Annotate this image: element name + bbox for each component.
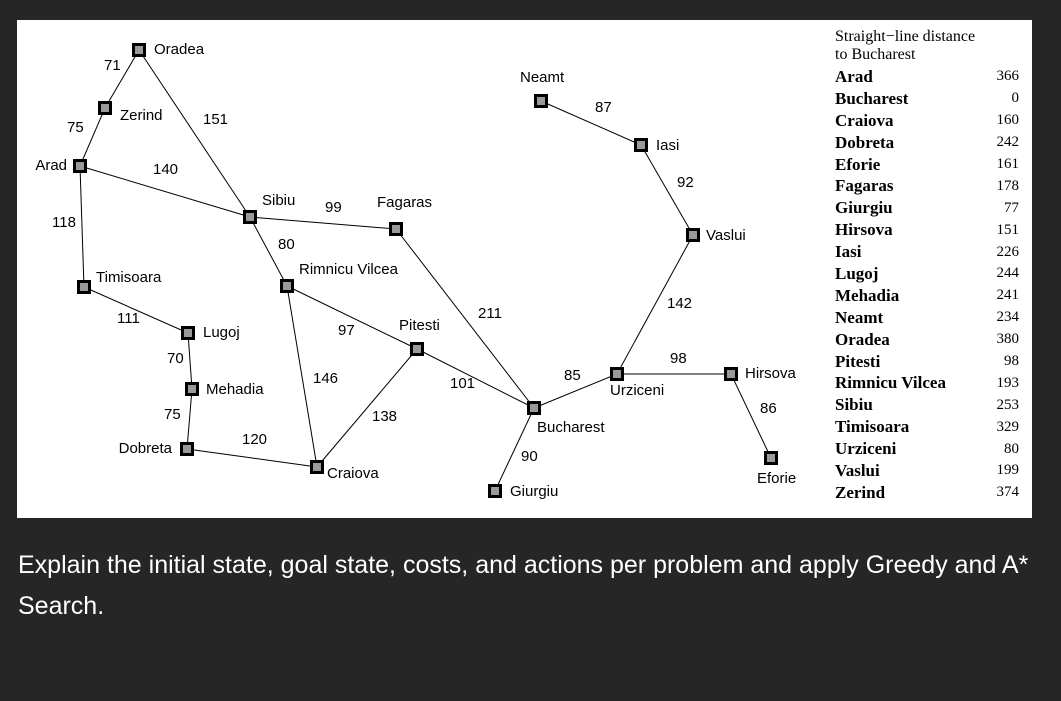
road-distance-oradea-sibiu: 151 bbox=[203, 111, 229, 128]
road-distance-sibiu-fagaras: 99 bbox=[325, 199, 342, 216]
sld-city-name: Urziceni bbox=[835, 439, 897, 459]
sld-city-name: Vaslui bbox=[835, 460, 880, 480]
sld-caption-line2: to Bucharest bbox=[835, 46, 916, 63]
city-name-lugoj: Lugoj bbox=[203, 324, 240, 341]
sld-distance-value: 77 bbox=[1004, 199, 1019, 216]
sld-city-name: Bucharest bbox=[835, 88, 909, 108]
city-name-eforie: Eforie bbox=[757, 470, 797, 487]
city-node-fagaras bbox=[389, 222, 403, 236]
sld-caption bbox=[835, 28, 1021, 64]
sld-row bbox=[835, 416, 1021, 438]
road-distance-urziceni-hirsova: 98 bbox=[670, 350, 687, 367]
sld-city-name: Neamt bbox=[835, 307, 884, 327]
sld-distance-value: 0 bbox=[1011, 90, 1019, 107]
road-distance-zerind-arad: 75 bbox=[67, 119, 84, 136]
road-distance-urziceni-vaslui: 142 bbox=[667, 295, 693, 312]
sld-caption-line1: Straight−line distance bbox=[835, 28, 976, 45]
romania-map-figure bbox=[17, 20, 1032, 518]
sld-row bbox=[835, 197, 1021, 219]
city-node-hirsova bbox=[724, 367, 738, 381]
road-mehadia-dobreta bbox=[187, 389, 192, 449]
sld-row bbox=[835, 154, 1021, 176]
sld-city-name: Hirsova bbox=[835, 220, 893, 240]
sld-row bbox=[835, 175, 1021, 197]
city-name-oradea: Oradea bbox=[154, 41, 205, 58]
sld-row bbox=[835, 394, 1021, 416]
sld-row bbox=[835, 241, 1021, 263]
road-arad-timisoara bbox=[80, 166, 84, 287]
road-distance-mehadia-dobreta: 75 bbox=[164, 406, 181, 423]
sld-distance-value: 151 bbox=[996, 221, 1019, 238]
city-name-arad: Arad bbox=[35, 157, 67, 174]
city-name-hirsova: Hirsova bbox=[745, 365, 796, 382]
road-distance-iasi-neamt: 87 bbox=[595, 99, 612, 116]
road-distance-bucharest-urziceni: 85 bbox=[564, 367, 581, 384]
road-distance-rimnicu-craiova: 146 bbox=[313, 370, 339, 387]
road-rimnicu-pitesti bbox=[287, 286, 417, 349]
sld-city-name: Arad bbox=[835, 66, 873, 86]
road-distance-arad-timisoara: 118 bbox=[52, 214, 76, 231]
sld-row bbox=[835, 110, 1021, 132]
road-distance-hirsova-eforie: 86 bbox=[760, 400, 777, 417]
city-node-neamt bbox=[534, 94, 548, 108]
city-name-pitesti: Pitesti bbox=[399, 317, 440, 334]
road-distance-rimnicu-pitesti: 97 bbox=[338, 322, 355, 339]
city-node-lugoj bbox=[181, 326, 195, 340]
sld-city-name: Giurgiu bbox=[835, 198, 893, 218]
sld-city-name: Dobreta bbox=[835, 132, 895, 152]
sld-city-name: Craiova bbox=[835, 110, 894, 130]
sld-row bbox=[835, 132, 1021, 154]
road-distance-timisoara-lugoj: 111 bbox=[117, 310, 140, 327]
road-distance-vaslui-iasi: 92 bbox=[677, 174, 694, 191]
sld-row bbox=[835, 438, 1021, 460]
city-name-zerind: Zerind bbox=[120, 107, 163, 124]
road-distance-pitesti-bucharest: 101 bbox=[450, 375, 476, 392]
city-name-vaslui: Vaslui bbox=[706, 227, 746, 244]
city-node-mehadia bbox=[185, 382, 199, 396]
sld-distance-value: 98 bbox=[1004, 353, 1019, 370]
sld-distance-value: 160 bbox=[996, 112, 1019, 129]
sld-row bbox=[835, 219, 1021, 241]
sld-row bbox=[835, 263, 1021, 285]
sld-row bbox=[835, 482, 1021, 504]
sld-distance-value: 329 bbox=[996, 418, 1019, 435]
city-node-dobreta bbox=[180, 442, 194, 456]
sld-city-name: Mehadia bbox=[835, 285, 900, 305]
road-distance-craiova-pitesti: 138 bbox=[372, 408, 398, 425]
city-name-fagaras: Fagaras bbox=[377, 194, 433, 211]
sld-distance-value: 244 bbox=[996, 265, 1019, 282]
sld-distance-value: 80 bbox=[1004, 440, 1019, 457]
sld-distance-value: 234 bbox=[996, 309, 1019, 326]
city-name-sibiu: Sibiu bbox=[262, 192, 296, 209]
road-distance-oradea-zerind: 71 bbox=[104, 57, 121, 74]
city-node-timisoara bbox=[77, 280, 91, 294]
sld-distance-value: 366 bbox=[996, 68, 1019, 85]
sld-distance-value: 242 bbox=[996, 134, 1019, 151]
sld-row bbox=[835, 372, 1021, 394]
sld-city-name: Pitesti bbox=[835, 351, 881, 371]
city-node-pitesti bbox=[410, 342, 424, 356]
sld-city-name: Eforie bbox=[835, 154, 881, 174]
sld-distance-value: 161 bbox=[996, 156, 1019, 172]
city-name-dobreta: Dobreta bbox=[118, 440, 172, 457]
city-node-sibiu bbox=[243, 210, 257, 224]
question-text: Explain the initial state, goal state, costs, and actions per problem and apply Greedy and A* Search. bbox=[18, 551, 1029, 620]
city-node-bucharest bbox=[527, 401, 541, 415]
sld-distance-value: 193 bbox=[996, 374, 1019, 391]
road-distance-arad-sibiu: 140 bbox=[153, 161, 179, 178]
sld-row bbox=[835, 88, 1021, 110]
road-dobreta-craiova bbox=[187, 449, 317, 467]
road-distance-sibiu-rimnicu: 80 bbox=[278, 236, 295, 253]
sld-city-name: Sibiu bbox=[835, 395, 873, 415]
city-node-iasi bbox=[634, 138, 648, 152]
city-node-giurgiu bbox=[488, 484, 502, 498]
sld-row bbox=[835, 460, 1021, 482]
sld-city-name: Fagaras bbox=[835, 176, 894, 196]
road-pitesti-bucharest bbox=[417, 349, 534, 408]
city-name-mehadia: Mehadia bbox=[206, 381, 264, 398]
road-zerind-arad bbox=[80, 108, 105, 166]
sld-distance-value: 199 bbox=[996, 462, 1019, 479]
sld-distance-value: 374 bbox=[996, 484, 1019, 501]
city-node-oradea bbox=[132, 43, 146, 57]
sld-distance-value: 253 bbox=[996, 396, 1019, 413]
road-distance-dobreta-craiova: 120 bbox=[242, 431, 268, 448]
city-node-rimnicu bbox=[280, 279, 294, 293]
sld-distance-value: 380 bbox=[996, 331, 1019, 348]
straight-line-distance-table bbox=[835, 28, 1021, 504]
road-distance-fagaras-bucharest: 211 bbox=[478, 305, 502, 322]
road-lugoj-mehadia bbox=[188, 333, 192, 389]
road-oradea-sibiu bbox=[139, 50, 250, 217]
sld-row bbox=[835, 285, 1021, 307]
sld-city-name: Rimnicu Vilcea bbox=[835, 373, 946, 393]
city-name-iasi: Iasi bbox=[656, 137, 680, 154]
road-craiova-pitesti bbox=[317, 349, 417, 467]
city-name-craiova: Craiova bbox=[327, 465, 379, 482]
sld-row bbox=[835, 66, 1021, 88]
city-node-eforie bbox=[764, 451, 778, 465]
road-iasi-neamt bbox=[541, 101, 641, 145]
sld-rows bbox=[835, 66, 1021, 504]
sld-row bbox=[835, 307, 1021, 329]
city-name-giurgiu: Giurgiu bbox=[510, 483, 559, 500]
sld-city-name: Lugoj bbox=[835, 263, 879, 283]
sld-distance-value: 178 bbox=[996, 177, 1019, 194]
city-name-timisoara: Timisoara bbox=[96, 269, 162, 286]
road-distance-lugoj-mehadia: 70 bbox=[167, 350, 184, 367]
city-node-vaslui bbox=[686, 228, 700, 242]
sld-city-name: Iasi bbox=[835, 242, 862, 262]
sld-city-name: Zerind bbox=[835, 482, 886, 502]
sld-distance-value: 226 bbox=[996, 243, 1019, 260]
city-name-urziceni: Urziceni bbox=[610, 382, 665, 399]
city-name-bucharest: Bucharest bbox=[537, 419, 605, 436]
city-node-craiova bbox=[310, 460, 324, 474]
city-node-zerind bbox=[98, 101, 112, 115]
sld-city-name: Timisoara bbox=[835, 417, 910, 437]
road-distance-bucharest-giurgiu: 90 bbox=[521, 448, 538, 465]
city-name-neamt: Neamt bbox=[520, 69, 565, 86]
city-node-urziceni bbox=[610, 367, 624, 381]
sld-row bbox=[835, 329, 1021, 351]
city-node-arad bbox=[73, 159, 87, 173]
sld-row bbox=[835, 351, 1021, 373]
city-name-rimnicu: Rimnicu Vilcea bbox=[299, 261, 398, 278]
road-sibiu-fagaras bbox=[250, 217, 396, 229]
sld-distance-value: 241 bbox=[996, 287, 1019, 304]
sld-city-name: Oradea bbox=[835, 329, 890, 349]
